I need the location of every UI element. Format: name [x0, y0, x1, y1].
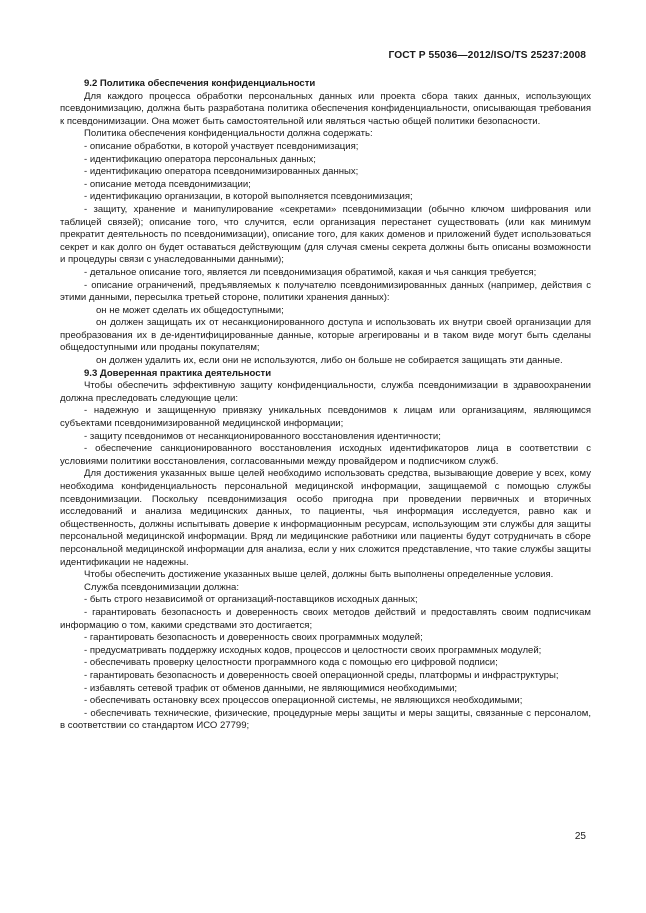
sub-list-item: он должен защищать их от несанкционированного доступа и использовать их внутри своей организации для преобразования их в де-идентифицированные данные, которые агрегированы и в таком виде могут быть сделаны общедоступными или проданы покупателям;	[60, 317, 591, 354]
list-item: - защиту псевдонимов от несанкционированного восстановления идентичности;	[84, 430, 441, 442]
list-item: - обеспечивать технические, физические, процедурные меры защиты и меры защиты, связанные с персоналом, в соответствии со стандартом ИСО 27799;	[60, 707, 591, 732]
sub-list-item: он должен удалить их, если они не используются, либо он больше не собирается защищать эти данные.	[96, 355, 563, 367]
paragraph: Чтобы обеспечить эффективную защиту конфиденциальности, служба псевдонимизации в здравоохранении должна преследовать следующие цели:	[60, 380, 591, 404]
list-item: - гарантировать безопасность и доверенность своей операционной среды, платформы и инфраструктуры;	[84, 669, 559, 681]
list-item: - надежную и защищенную привязку уникальных псевдонимов к лицам или организациям, являющимся субъектами псевдонимизированной медицинской информации;	[60, 405, 591, 430]
list-item: - описание ограничений, предъявляемых к получателю псевдонимизированных данных (например, действия с этими данными, пересылка третьей стороне, политики хранения данных):	[60, 279, 591, 304]
document-header: ГОСТ Р 55036—2012/ISO/TS 25237:2008	[388, 50, 586, 61]
list-item: - обеспечивать проверку целостности программного кода с помощью его цифровой подписи;	[84, 657, 498, 669]
paragraph: Служба псевдонимизации должна:	[84, 581, 239, 593]
list-item: - гарантировать безопасность и доверенность своих программных модулей;	[84, 632, 423, 644]
list-item: - идентификацию организации, в которой выполняется псевдонимизация;	[84, 191, 413, 203]
list-item: - описание метода псевдонимизации;	[84, 178, 251, 190]
sub-list-item: он не может сделать их общедоступными;	[96, 304, 284, 316]
paragraph: Для достижения указанных выше целей необходимо использовать средства, вызывающие доверие у всех, кому необходима конфиденциальность персональной медицинской информации, защищаемой с помощью службы псевдонимизации. Поскольку псевдонимизация особо пригодна при проведении первичных и вторичных исследований и анализа медицинских данных, то пациенты, чья информация исследуется, равно как и общественность, должны испытывать доверие к информационным ресурсам, использующим эти службы для защиты персональной медицинской информации. Вряд ли медицинские работники или пациенты будут сотрудничать в сборе персональной медицинской информации для анализа, если у них сложится представление, что такие службы защиты идентификации не надежны.	[60, 468, 591, 568]
paragraph: Чтобы обеспечить достижение указанных выше целей, должны быть выполнены определенные условия.	[84, 569, 554, 581]
list-item: - детальное описание того, является ли псевдонимизация обратимой, какая и чья санкция требуется;	[84, 266, 537, 278]
list-item: - быть строго независимой от организаций-поставщиков исходных данных;	[84, 594, 418, 606]
list-item: - идентификацию оператора псевдонимизированных данных;	[84, 166, 359, 178]
list-item: - описание обработки, в которой участвует псевдонимизация;	[84, 140, 359, 152]
paragraph: Политика обеспечения конфиденциальности должна содержать:	[84, 128, 373, 140]
list-item: - идентификацию оператора персональных данных;	[84, 153, 316, 165]
list-item: - предусматривать поддержку исходных кодов, процессов и целостности своих программных модулей;	[84, 644, 542, 656]
list-item: - гарантировать безопасность и доверенность своих методов действий и предоставлять своим подписчикам информацию о том, какими средствами это достигается;	[60, 606, 591, 631]
paragraph: Для каждого процесса обработки персональных данных или проекта сбора таких данных, использующих псевдонимизацию, должна быть разработана политика обеспечения конфиденциальности, описывающая требования к псевдонимизации. Она может быть самостоятельной или являться частью общей политики безопасности.	[60, 90, 591, 127]
list-item: - защиту, хранение и манипулирование «секретами» псевдонимизации (обычно ключом шифрования или таблицей связей); описание того, что случится, если организация перестанет существовать (или как минимум прекратит деятельность по псевдонимизации), описание того, для каких доменов и приложений будет использоваться секрет и как долго он будет оставаться действующим (для случая смены секрета должны быть описаны возможности и процедуры связи с унаследованными данными);	[60, 203, 591, 266]
page-number: 25	[574, 831, 586, 842]
list-item: - обеспечивать остановку всех процессов операционной системы, не являющихся необходимыми;	[84, 695, 523, 707]
page-body	[60, 78, 591, 733]
list-item: - обеспечение санкционированного восстановления исходных идентификаторов лица в соответствии с условиями политики восстановления, согласованными между провайдером и подписчиком служб.	[60, 443, 591, 467]
section-title-9-3: 9.3 Доверенная практика деятельности	[84, 367, 272, 379]
list-item: - избавлять сетевой трафик от обменов данными, не являющимися необходимыми;	[84, 682, 458, 694]
section-title-9-2: 9.2 Политика обеспечения конфиденциальности	[84, 78, 316, 89]
